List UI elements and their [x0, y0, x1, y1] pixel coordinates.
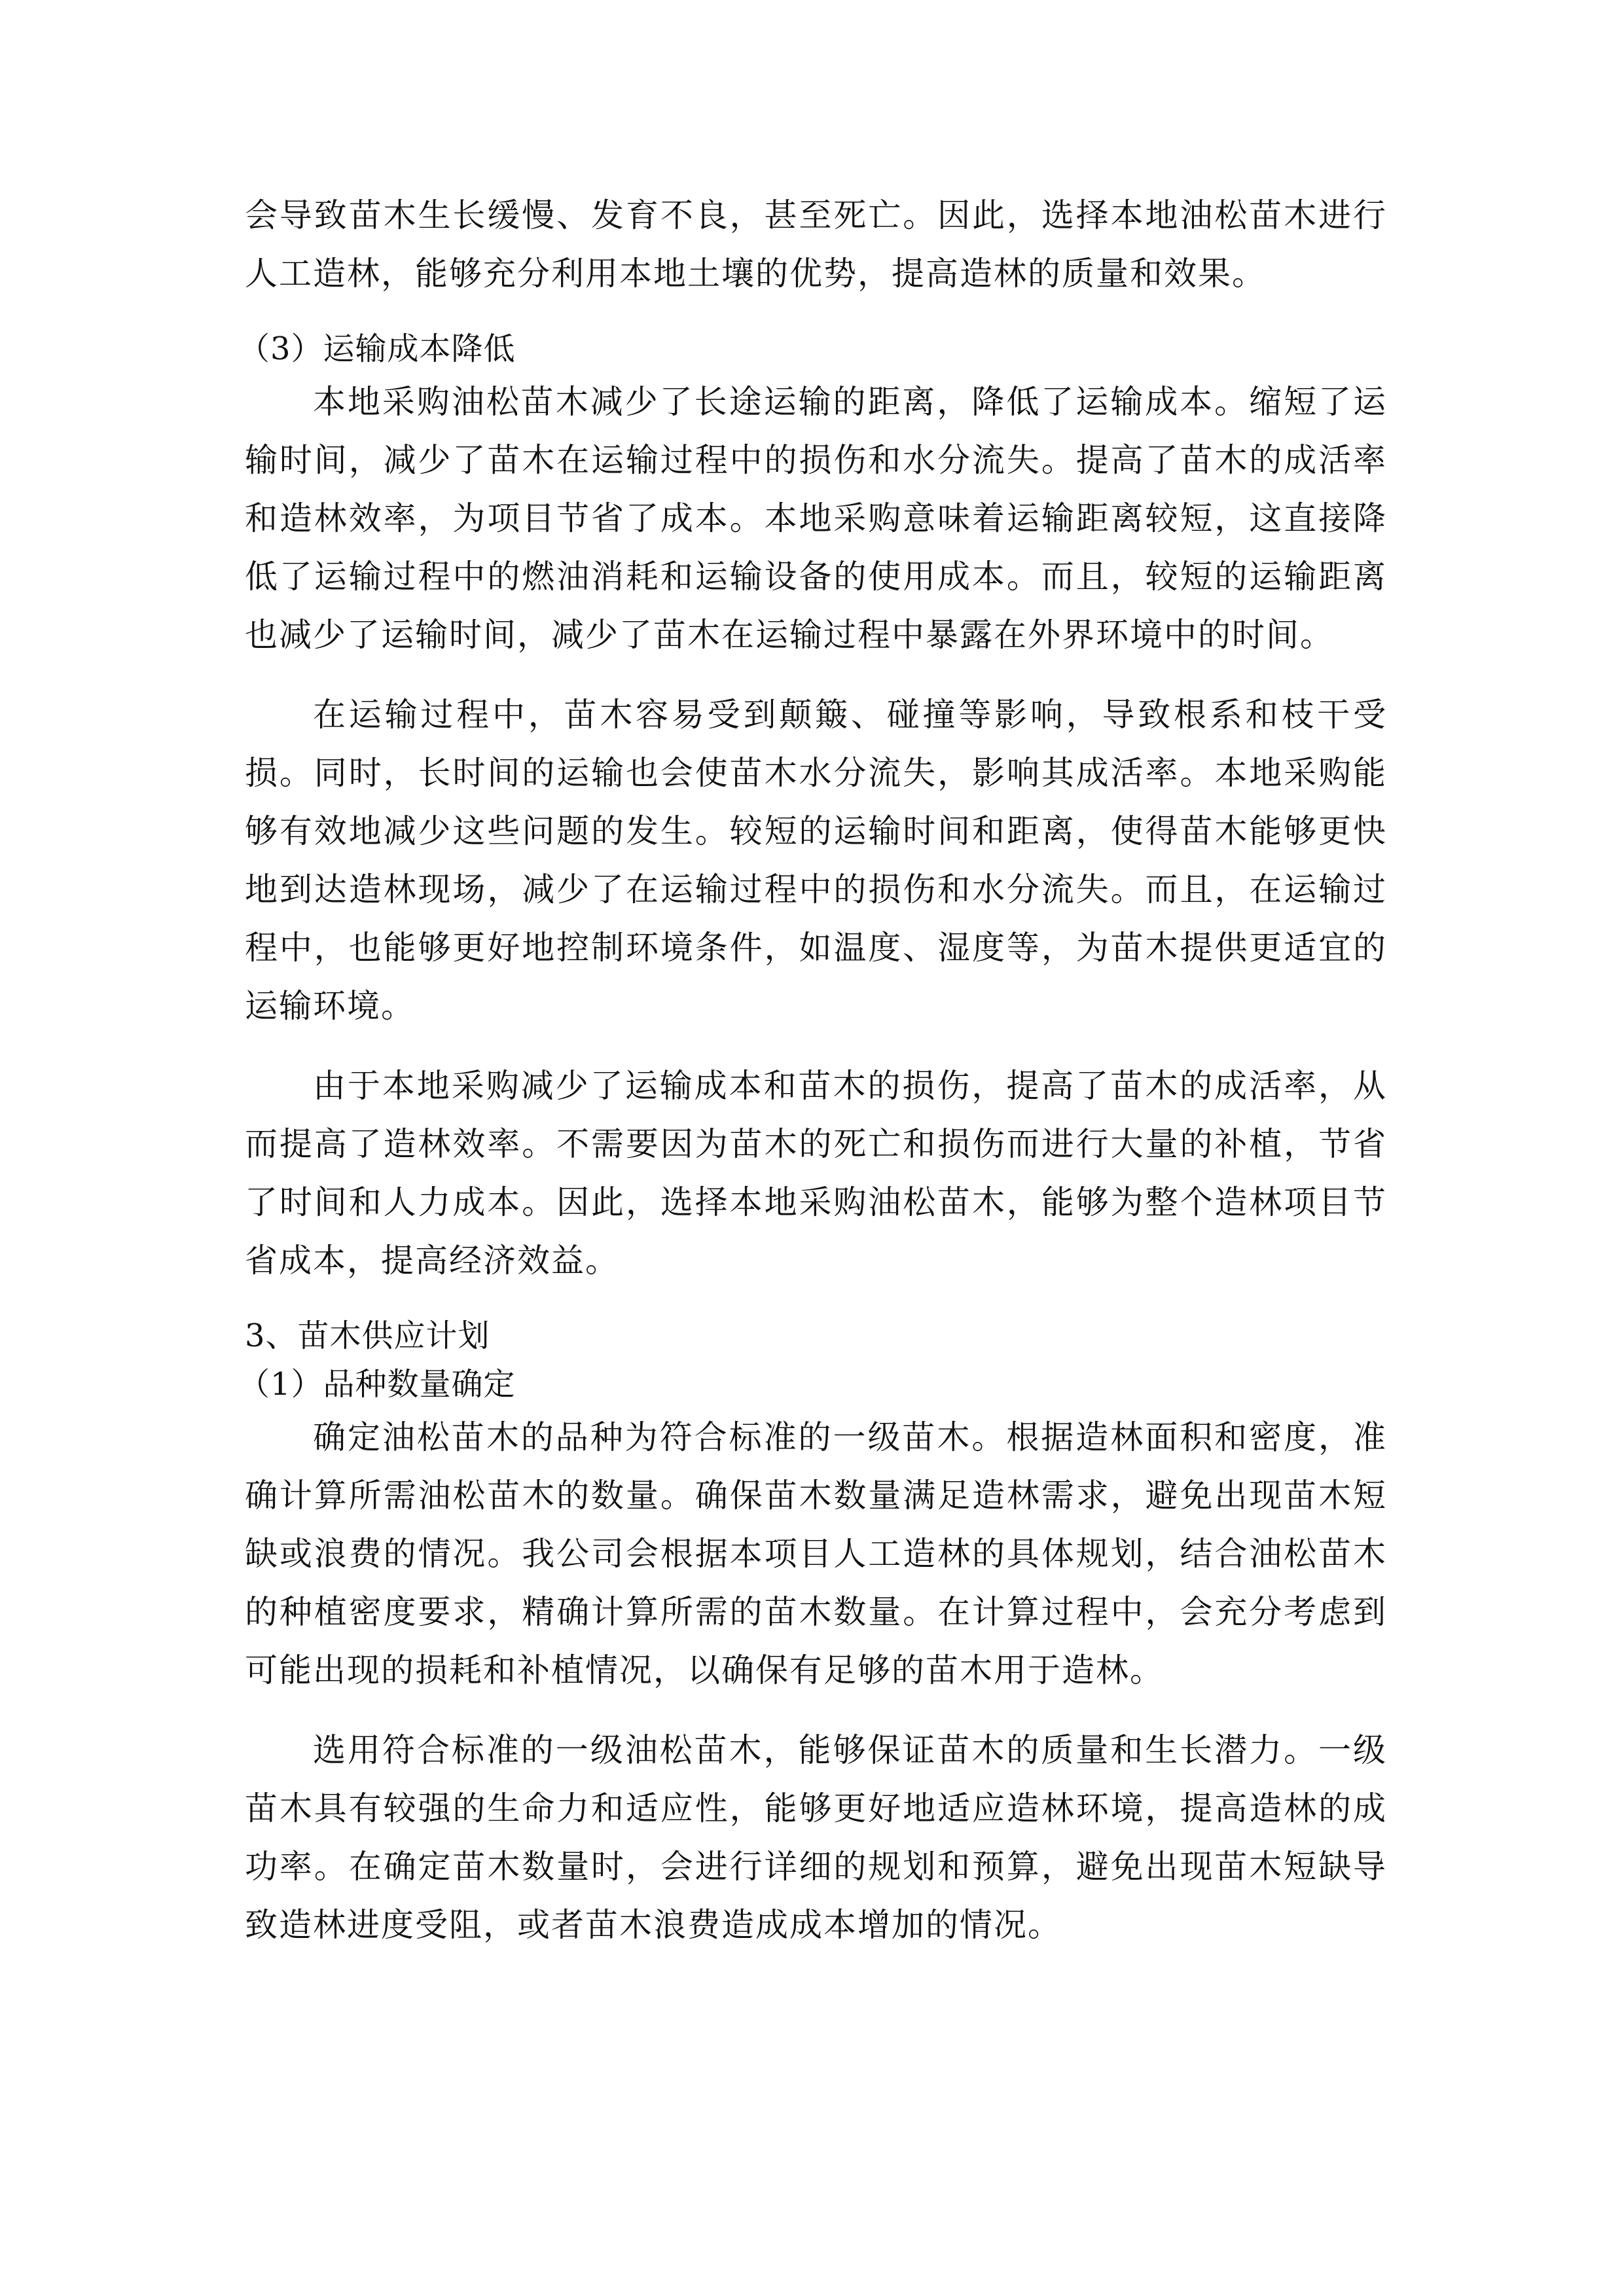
heading-seedling-supply-plan: 3、苗木供应计划: [245, 1318, 490, 1354]
paragraph-grade-selection: 选用符合标准的一级油松苗木，能够保证苗木的质量和生长潜力。一级苗木具有较强的生命力和适应性，能够更好地适应造林环境，提高造林的成功率。在确定苗木数量时，会进行详细的规划和预算，避免出现苗木短缺导致造林进度受阻，或者苗木浪费造成成本增加的情况。: [245, 1731, 1387, 1944]
subheading-variety-quantity: （1）品种数量确定: [238, 1366, 516, 1403]
paragraph-transport-distance: 本地采购油松苗木减少了长途运输的距离，降低了运输成本。缩短了运输时间，减少了苗木在运输过程中的损伤和水分流失。提高了苗木的成活率和造林效率，为项目节省了成本。本地采购意味着运输距离较短，这直接降低了运输过程中的燃油消耗和运输设备的使用成本。而且，较短的运输距离也减少了运输时间，减少了苗木在运输过程中暴露在外界环境中的时间。: [245, 383, 1387, 654]
subheading-transport-cost: （3）运输成本降低: [238, 331, 516, 367]
paragraph-transport-damage: 在运输过程中，苗木容易受到颠簸、碰撞等影响，导致根系和枝干受损。同时，长时间的运输也会使苗木水分流失，影响其成活率。本地采购能够有效地减少这些问题的发生。较短的运输时间和距离，使得苗木能够更快地到达造林现场，减少了在运输过程中的损伤和水分流失。而且，在运输过程中，也能够更好地控制环境条件，如温度、湿度等，为苗木提供更适宜的运输环境。: [245, 696, 1387, 1025]
document-body: [238, 187, 1387, 1976]
paragraph-quantity-calculation: 确定油松苗木的品种为符合标准的一级苗木。根据造林面积和密度，准确计算所需油松苗木的数量。确保苗木数量满足造林需求，避免出现苗木短缺或浪费的情况。我公司会根据本项目人工造林的具体规划，结合油松苗木的种植密度要求，精确计算所需的苗木数量。在计算过程中，会充分考虑到可能出现的损耗和补植情况，以确保有足够的苗木用于造林。: [245, 1418, 1387, 1689]
paragraph-transport-efficiency: 由于本地采购减少了运输成本和苗木的损伤，提高了苗木的成活率，从而提高了造林效率。不需要因为苗木的死亡和损伤而进行大量的补植，节省了时间和人力成本。因此，选择本地采购油松苗木，能够为整个造林项目节省成本，提高经济效益。: [245, 1067, 1387, 1280]
paragraph-soil-advantage-continued: 会导致苗木生长缓慢、发育不良，甚至死亡。因此，选择本地油松苗木进行人工造林，能够充分利用本地土壤的优势，提高造林的质量和效果。: [245, 196, 1387, 293]
